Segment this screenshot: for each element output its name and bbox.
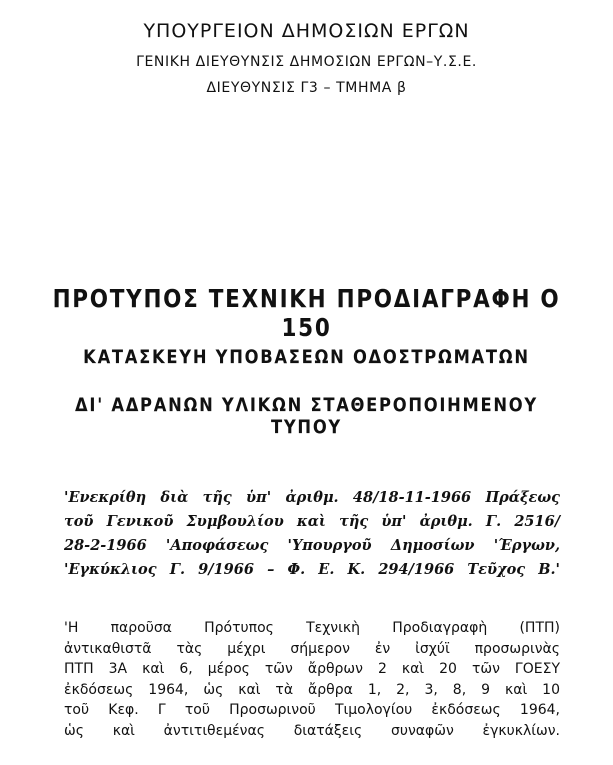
department-heading: ΔΙΕΥΘΥΝΣΙΣ Γ3 – ΤΜΗΜΑ β [206, 80, 407, 96]
document-title: ΠΡΟΤΥΠΟΣ ΤΕΧΝΙΚΗ ΠΡΟΔΙΑΓΡΑΦΗ Ο 150 [52, 284, 561, 342]
notice-line: ἀντικαθιστᾶ τὰς μέχρι σήμερον ἐν ἰσχύϊ προσωρινὰς [64, 640, 560, 657]
notice-line: ὡς καὶ ἀντιτιθεμένας διατάξεις συναφῶν ἐγκυκλίων. [64, 722, 560, 739]
approval-note [64, 486, 560, 582]
notice-line: ΠΤΠ 3Α καὶ 6, μέρος τῶν ἄρθρων 2 καὶ 20 τῶν ΓΟΕΣΥ [64, 661, 560, 677]
ministry-heading: ΥΠΟΥΡΓΕΙΟΝ ΔΗΜΟΣΙΩΝ ΕΡΓΩΝ [143, 20, 470, 42]
document-subtitle-line-1: ΚΑΤΑΣΚΕΥΗ ΥΠΟΒΑΣΕΩΝ ΟΔΟΣΤΡΩΜΑΤΩΝ [83, 346, 530, 368]
approval-line: 'Εγκύκλιος Γ. 9/1966 – Φ. Ε. Κ. 294/1966 Τεῦχος Β.' [64, 561, 560, 578]
notice-line: τοῦ Κεφ. Γ τοῦ Προσωρινοῦ Τιμολογίου ἐκδόσεως 1964, [64, 702, 560, 718]
document-subtitle-line-2: ΔΙ' ΑΔΡΑΝΩΝ ΥΛΙΚΩΝ ΣΤΑΘΕΡΟΠΟΙΗΜΕΝΟΥ ΤΥΠΟΥ [75, 394, 538, 438]
approval-line: 'Ενεκρίθη διὰ τῆς ὑπ' ἀριθμ. 48/18-11-1966 Πράξεως [64, 489, 560, 506]
notice-line: 'Η παροῦσα Πρότυπος Τεχνικὴ Προδιαγραφὴ (ΠΤΠ) [64, 620, 560, 636]
approval-line: τοῦ Γενικοῦ Συμβουλίου καὶ τῆς ὑπ' ἀριθμ. Γ. 2516/ [64, 513, 560, 530]
replacement-notice [64, 618, 560, 741]
notice-line: ἐκδόσεως 1964, ὡς καὶ τὰ ἄρθρα 1, 2, 3, 8, 9 καὶ 10 [64, 681, 560, 698]
approval-line: 28-2-1966 'Αποφάσεως 'Υπουργοῦ Δημοσίων 'Έργων, [64, 537, 560, 554]
directorate-general-heading: ΓΕΝΙΚΗ ΔΙΕΥΘΥΝΣΙΣ ΔΗΜΟΣΙΩΝ ΕΡΓΩΝ–Υ.Σ.Ε. [136, 54, 477, 70]
